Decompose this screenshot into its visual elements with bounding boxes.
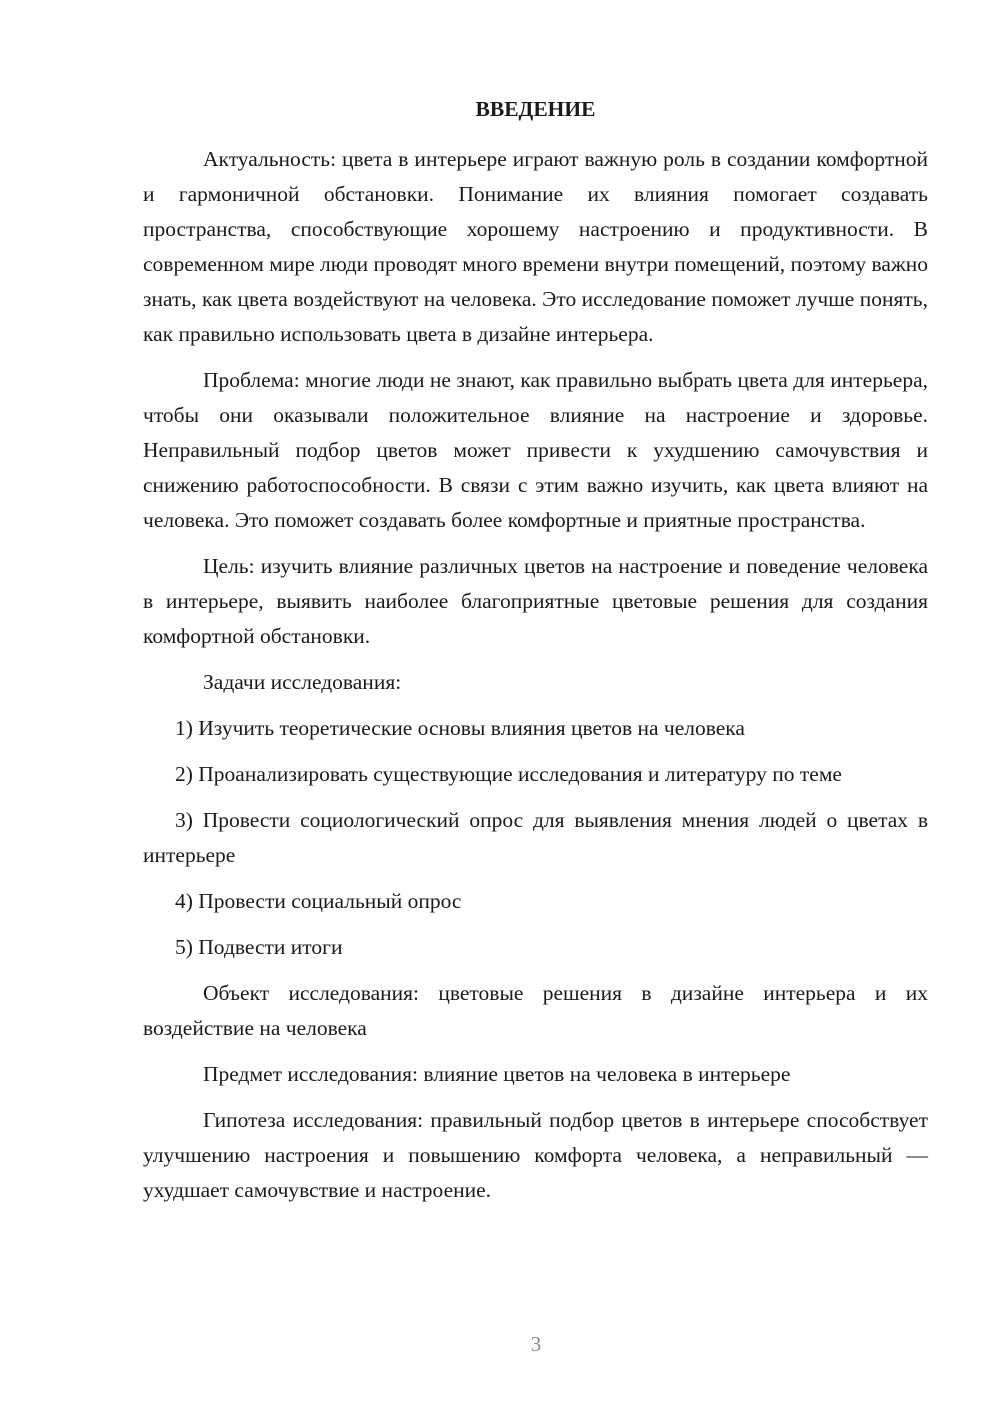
paragraph-object: Объект исследования: цветовые решения в дизайне интерьера и их воздействие на человека	[143, 981, 928, 1040]
document-page	[143, 92, 928, 1219]
task-item: 5) Подвести итоги	[175, 935, 343, 959]
tasks-heading: Задачи исследования:	[203, 670, 402, 694]
page-number: 3	[530, 1332, 542, 1356]
paragraph-hypothesis: Гипотеза исследования: правильный подбор цветов в интерьере способствует улучшению настроения и повышению комфорта человека, а неправильный — ухудшает самочувствие и настроение.	[143, 1108, 928, 1202]
paragraph-relevance: Актуальность: цвета в интерьере играют важную роль в создании комфортной и гармоничной обстановки. Понимание их влияния помогает создавать пространства, способствующие хорошему настроению и продуктивности. В современном мире люди проводят много времени внутри помещений, поэтому важно знать, как цвета воздействуют на человека. Это исследование поможет лучше понять, как правильно использовать цвета в дизайне интерьера.	[143, 147, 929, 346]
paragraph-goal: Цель: изучить влияние различных цветов на настроение и поведение человека в интерьере, выявить наиболее благоприятные цветовые решения для создания комфортной обстановки.	[143, 554, 928, 648]
task-item: 2) Проанализировать существующие исследования и литературу по теме	[175, 762, 842, 786]
paragraph-subject: Предмет исследования: влияние цветов на человека в интерьере	[203, 1062, 791, 1086]
paragraph-problem: Проблема: многие люди не знают, как правильно выбрать цвета для интерьера, чтобы они оказывали положительное влияние на настроение и здоровье. Неправильный подбор цветов может привести к ухудшению самочувствия и снижению работоспособности. В связи с этим важно изучить, как цвета влияют на человека. Это поможет создавать более комфортные и приятные пространства.	[143, 368, 928, 532]
task-item: 3) Провести социологический опрос для выявления мнения людей о цветах в интерьере	[143, 808, 928, 867]
task-item: 1) Изучить теоретические основы влияния цветов на человека	[175, 716, 745, 740]
task-item: 4) Провести социальный опрос	[175, 889, 462, 913]
section-title: ВВЕДЕНИЕ	[475, 97, 596, 121]
